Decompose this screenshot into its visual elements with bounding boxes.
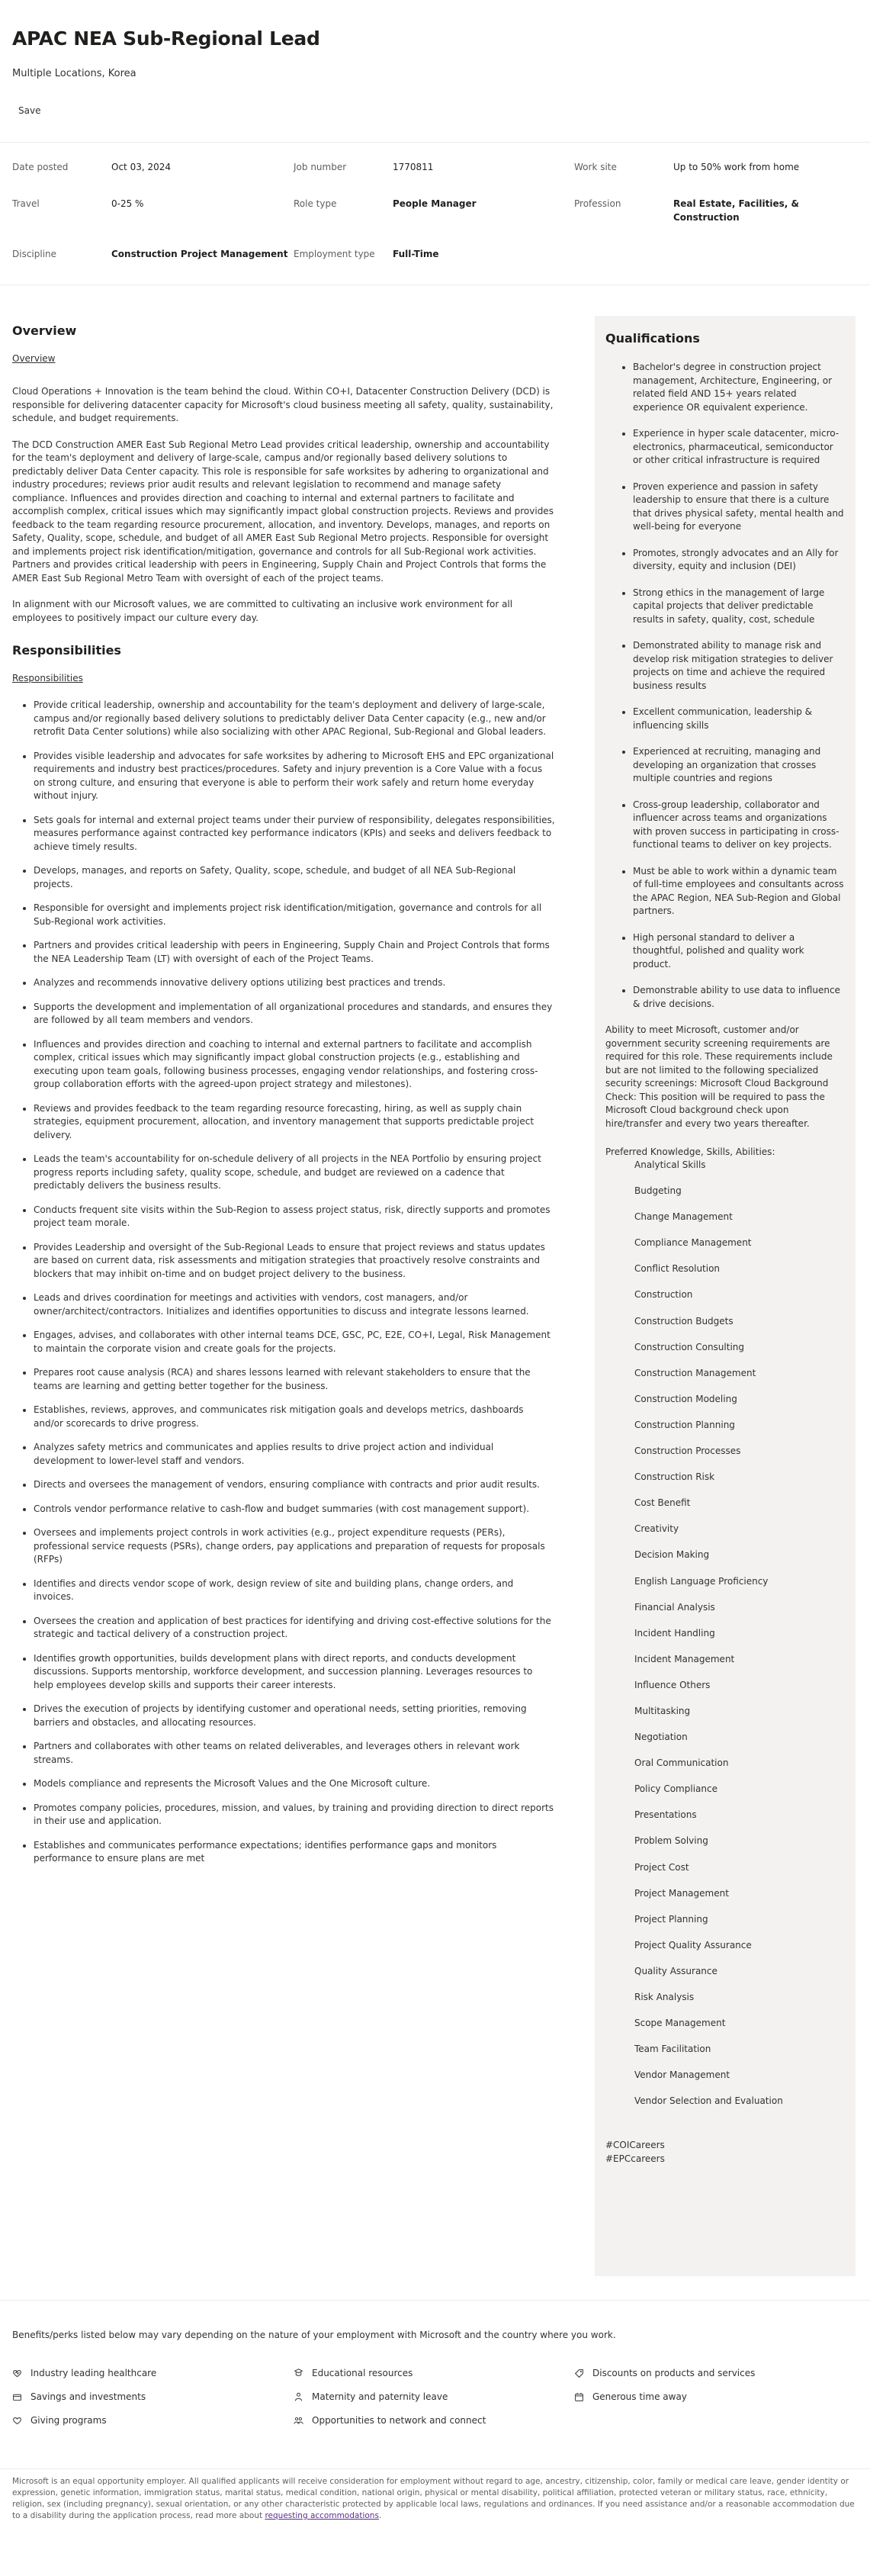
responsibility-item: • Leads and drives coordination for meetings and activities with vendors, cost managers, and/or owner/architect/contractors. Initializes and identifies opportunities to discuss and integrate lessons learned.: [34, 1291, 555, 1318]
benefit-label: Savings and investments: [30, 2391, 146, 2402]
benefit-item: [294, 2391, 448, 2402]
responsibility-item: • Oversees and implements project controls in work activities (e.g., project expenditure requests (PERs), professional service requests (PSRs), change orders, pay applications and preparation of requests for proposals (RFPs): [34, 1526, 555, 1567]
skill-item: Construction Risk: [634, 1471, 715, 1483]
skill-item: Change Management: [634, 1211, 733, 1223]
skill-item: Construction Modeling: [634, 1393, 737, 1404]
skill-item: Quality Assurance: [634, 1965, 718, 1976]
job-number-label: Job number: [294, 162, 347, 172]
preferred-skills-heading: Preferred Knowledge, Skills, Abilities:: [605, 1146, 775, 1157]
benefit-label: Discounts on products and services: [592, 2368, 756, 2378]
job-description: [12, 323, 555, 1877]
qualification-item: • Bachelor's degree in construction project management, Architecture, Engineering, or related field AND 15+ years related experience OR equivalent experience.: [633, 361, 845, 414]
benefit-item: [294, 2415, 486, 2426]
responsibility-item: • Analyzes safety metrics and communicates and applies results to drive project action and individual development to lower-level staff and vendors.: [34, 1441, 555, 1468]
overview-paragraph: Cloud Operations + Innovation is the team behind the cloud. Within CO+I, Datacenter Construction Delivery (DCD) is responsible for delivering datacenter capacity for Microsoft's cloud business meeting all safety, quality, sustainability, schedule, and budget requirements.: [12, 386, 554, 423]
responsibility-item: • Provides visible leadership and advocates for safe worksites by adhering to Microsoft EHS and EPC organizational requirements and industry best practices/procedures. Safety and injury prevention is a Core Value with a focus on strong culture, and ensuring that everyone is able to perform their work safely and return home everyday without injury.: [34, 750, 555, 803]
eeo-statement: [12, 2476, 859, 2522]
qualifications-panel: [595, 316, 856, 2276]
skill-item: Incident Management: [634, 1653, 735, 1664]
benefit-item: [574, 2391, 687, 2402]
work-site-label: Work site: [574, 162, 617, 172]
skill-item: Analytical Skills: [634, 1159, 706, 1170]
responsibility-item: • Provides Leadership and oversight of the Sub-Regional Leads to ensure that project reviews and status updates are based on current data, risk assessments and mitigation strategies that proactively resolve constraints and blockers that may inhibit on-time and on budget project delivery to the business.: [34, 1241, 555, 1282]
skill-item: Construction: [634, 1289, 693, 1301]
skill-item: Incident Handling: [634, 1627, 715, 1639]
qualification-item: • Excellent communication, leadership & influencing skills: [633, 706, 845, 732]
responsibilities-anchor-link[interactable]: Responsibilities: [12, 673, 83, 683]
responsibilities-heading: Responsibilities: [12, 643, 121, 658]
details-row: [12, 246, 859, 276]
qualification-item: • Cross-group leadership, collaborator and influencer across teams and organizations with proven success in participating in cross-functional teams to deliver on key projects.: [633, 799, 845, 852]
profession-value: Real Estate, Facilities, & Construction: [673, 198, 799, 223]
responsibility-item: • Oversees the creation and application of best practices for identifying and driving cost-effective solutions for the strategic and tactical delivery of a construction project.: [34, 1615, 555, 1642]
parental-leave-icon: [294, 2391, 307, 2402]
responsibility-item: • Sets goals for internal and external project teams under their purview of responsibility, delegates responsibilities, measures performance against contracted key performance indicators (KPIs) and seeks and delivers feedback to achieve timely results.: [34, 814, 555, 854]
responsibility-item: • Models compliance and represents the Microsoft Values and the One Microsoft culture.: [34, 1777, 555, 1791]
education-icon: [294, 2368, 307, 2378]
discount-icon: [574, 2368, 588, 2378]
benefit-label: Maternity and paternity leave: [312, 2391, 448, 2402]
discipline-value: Construction Project Management: [111, 249, 288, 259]
overview-paragraph: The DCD Construction AMER East Sub Regional Metro Lead provides critical leadership, ownership and accountability for the team's deployment and delivery of large-scale, campus and/or regionally based delivery solutions to predictably deliver Data Center capacity. This role is responsible for safe worksites by adhering to organizational and industry procedures; reviews prior audit results and relevant legislation to recommend and manage safety compliance. Influences and provides direction and coaching to internal and external partners to facilitate and accomplish complex, critical issues which may significantly impact global construction projects. Reviews and provides feedback to the team regarding resource procurement, allocation, and inventory. Develops, manages, and reports on Safety, Quality, scope, schedule, and budget of all AMER East Sub Regional Metro projects. Responsible for oversight and implements project risk identification/mitigation, governance and controls for all Sub-Regional work activities. Partners and provides critical leadership with peers in Engineering, Supply Chain and Project Controls that forms the AMER East Sub Regional Metro Team with oversight of each of the project teams.: [12, 439, 554, 584]
qualifications-list: [605, 361, 845, 1011]
benefit-item: [574, 2368, 755, 2378]
responsibility-item: • Prepares root cause analysis (RCA) and shares lessons learned with relevant stakeholders to ensure that the teams are learning and getting better together for the business.: [34, 1366, 555, 1393]
healthcare-icon: [12, 2368, 26, 2378]
job-number-value: 1770811: [393, 162, 434, 172]
benefit-item: [294, 2368, 413, 2378]
qualification-item: • Promotes, strongly advocates and an Ally for diversity, equity and inclusion (DEI): [633, 547, 845, 574]
employment-type-label: Employment type: [294, 249, 375, 259]
overview-anchor-link[interactable]: Overview: [12, 353, 56, 364]
responsibility-item: • Reviews and provides feedback to the team regarding resource forecasting, hiring, as well as supply chain strategies, equipment procurement, allocation, and inventory management that supports predictable project delivery.: [34, 1102, 555, 1143]
responsibility-item: • Analyzes and recommends innovative delivery options utilizing best practices and trends.: [34, 976, 555, 990]
eeo-period: .: [378, 2511, 382, 2520]
preferred-skills-list: [605, 1159, 845, 2108]
skill-item: Project Management: [634, 1887, 729, 1899]
time-away-icon: [574, 2391, 588, 2402]
skill-item: Policy Compliance: [634, 1783, 718, 1795]
skill-item: Project Cost: [634, 1861, 689, 1873]
overview-paragraph: In alignment with our Microsoft values, we are committed to cultivating an inclusive work environment for all employees to positively impact our culture every day.: [12, 599, 513, 623]
qualification-item: • Must be able to work within a dynamic team of full-time employees and consultants across the APAC Region, NEA Sub-Region and Global partners.: [633, 865, 845, 918]
background-check-text: Ability to meet Microsoft, customer and/or government security screening requirements are required for this role. These requirements include but are not limited to the following specialized security screenings: Microsoft Cloud Background Check: This position will be required to pass the Microsoft Cloud background check upon hire/transfer and every two years thereafter.: [605, 1024, 833, 1129]
skill-item: Team Facilitation: [634, 2044, 711, 2055]
responsibility-item: • Develops, manages, and reports on Safety, Quality, scope, schedule, and budget of all NEA Sub-Regional projects.: [34, 864, 555, 891]
travel-label: Travel: [12, 198, 40, 209]
skill-item: Construction Consulting: [634, 1341, 744, 1352]
responsibility-item: • Conducts frequent site visits within the Sub-Region to assess project status, risk, directly supports and promotes project team morale.: [34, 1204, 555, 1230]
skill-item: Vendor Management: [634, 2069, 730, 2081]
skill-item: Financial Analysis: [634, 1601, 715, 1613]
benefit-item: [12, 2391, 146, 2402]
details-row: [12, 157, 859, 195]
profession-label: Profession: [574, 198, 621, 209]
skill-item: Negotiation: [634, 1732, 688, 1743]
qualification-item: • Experience in hyper scale datacenter, micro-electronics, pharmaceutical, semiconductor or other critical infrastructure is required: [633, 427, 845, 468]
qualification-item: • Experienced at recruiting, managing and developing an organization that crosses multiple countries and regions: [633, 745, 845, 786]
accommodations-link[interactable]: requesting accommodations: [265, 2511, 379, 2520]
responsibility-item: • Partners and provides critical leadership with peers in Engineering, Supply Chain and Project Controls that forms the NEA Leadership Team (LT) with oversight of each of the Project Teams.: [34, 939, 555, 966]
skill-item: Cost Benefit: [634, 1497, 691, 1509]
qualification-item: • Demonstrated ability to manage risk and develop risk mitigation strategies to deliver projects on time and achieve the required business results: [633, 639, 845, 693]
responsibility-item: • Partners and collaborates with other teams on related deliverables, and leverages others in relevant work streams.: [34, 1740, 555, 1767]
save-button[interactable]: Save: [11, 101, 48, 121]
skill-item: Decision Making: [634, 1549, 710, 1561]
hashtags: [605, 2138, 845, 2166]
skill-item: Influence Others: [634, 1679, 711, 1690]
travel-value: 0-25 %: [111, 198, 144, 209]
responsibility-item: • Establishes and communicates performance expectations; identifies performance gaps and monitors performance to ensure plans are met: [34, 1839, 555, 1866]
eeo-text: Microsoft is an equal opportunity employer. All qualified applicants will receive consideration for employment without regard to age, ancestry, citizenship, color, family or medical care leave, gender identity or expression, genetic information, immigration status, marital status, medical condition, national origin, physical or mental disability, political affiliation, protected veteran or military status, race, ethnicity, religion, sex (including pregnancy), sexual orientation, or any other characteristic protected by applicable local laws, regulations and ordinances. If you need assistance and/or a reasonable accommodation due to a disability during the application process, read more about: [12, 2477, 855, 2520]
responsibility-item: • Controls vendor performance relative to cash-flow and budget summaries (with cost management support).: [34, 1503, 555, 1516]
job-location: Multiple Locations, Korea: [12, 68, 136, 79]
discipline-label: Discipline: [12, 249, 57, 259]
skill-item: Presentations: [634, 1809, 697, 1821]
benefit-item: [12, 2415, 107, 2426]
benefit-label: Opportunities to network and connect: [312, 2415, 486, 2426]
date-posted-label: Date posted: [12, 162, 69, 172]
responsibility-item: • Promotes company policies, procedures, mission, and values, by training and providing direction to direct reports in their use and application.: [34, 1802, 555, 1828]
skill-item: Risk Analysis: [634, 1992, 695, 2002]
skill-item: Oral Communication: [634, 1758, 729, 1769]
skill-item: Budgeting: [634, 1185, 682, 1197]
responsibility-item: • Directs and oversees the management of vendors, ensuring compliance with contracts and prior audit results.: [34, 1478, 555, 1492]
divider: [0, 2300, 870, 2301]
responsibility-item: • Establishes, reviews, approves, and communicates risk mitigation goals and develops metrics, dashboards and/or scorecards to drive progress.: [34, 1404, 555, 1430]
skill-item: Construction Processes: [634, 1446, 741, 1457]
divider: [0, 142, 870, 143]
benefit-label: Giving programs: [30, 2415, 107, 2426]
skill-item: Vendor Selection and Evaluation: [634, 2095, 783, 2107]
benefit-label: Industry leading healthcare: [30, 2368, 157, 2378]
benefit-label: Generous time away: [592, 2391, 687, 2402]
responsibility-item: • Provide critical leadership, ownership and accountability for the team's deployment and delivery of large-scale, campus and/or regionally based delivery solutions to predictably deliver Data Center capacity (e.g., new and/or retrofit Data Center solutions) while also socializing with other APAC Regional, Sub-Regional and Global leaders.: [34, 699, 555, 739]
skill-item: English Language Proficiency: [634, 1575, 769, 1587]
responsibility-item: • Engages, advises, and collaborates with other internal teams DCE, GSC, PC, E2E, CO+I, Legal, Risk Management to maintain the corporate vision and create goals for the projects.: [34, 1329, 555, 1356]
hashtag: #COICareers: [605, 2140, 665, 2151]
qualification-item: • Strong ethics in the management of large capital projects that deliver predictable results in safety, quality, cost, schedule: [633, 587, 845, 627]
benefit-label: Educational resources: [312, 2368, 413, 2378]
skill-item: Conflict Resolution: [634, 1263, 721, 1275]
responsibility-item: • Leads the team's accountability for on-schedule delivery of all projects in the NEA Portfolio by ensuring project progress reports including safety, quality scope, schedule, and budget are reviewed on a cadence that predictably delivers the business results.: [34, 1153, 555, 1193]
work-site-value: Up to 50% work from home: [673, 162, 800, 172]
skill-item: Multitasking: [634, 1705, 691, 1716]
divider: [0, 2468, 870, 2469]
qualification-item: • Demonstrable ability to use data to influence & drive decisions.: [633, 984, 845, 1011]
skill-item: Creativity: [634, 1523, 679, 1535]
job-title: APAC NEA Sub-Regional Lead: [12, 27, 320, 50]
role-type-label: Role type: [294, 198, 337, 209]
skill-item: Construction Budgets: [634, 1315, 734, 1327]
skill-item: Construction Management: [634, 1367, 756, 1378]
qualifications-heading: Qualifications: [605, 331, 700, 346]
hashtag: #EPCcareers: [605, 2153, 665, 2165]
job-details: [12, 157, 859, 276]
responsibility-item: • Identifies and directs vendor scope of work, design review of site and building plans, change orders, and invoices.: [34, 1577, 555, 1604]
benefits-intro: Benefits/perks listed below may vary depending on the nature of your employment with Microsoft and the country where you work.: [12, 2330, 616, 2340]
responsibility-item: • Influences and provides direction and coaching to internal and external partners to facilitate and accomplish complex, critical issues which may significantly impact global construction projects (e.g., establishing and executing upon team goals, following business processes, engaging vendor relationships, and fostering cross-group collaboration efforts with the agreed-upon project strategy and milestones).: [34, 1038, 555, 1092]
skill-item: Construction Planning: [634, 1419, 735, 1430]
qualification-item: • Proven experience and passion in safety leadership to ensure that there is a culture that drives physical safety, mental health and well-being for everyone: [633, 481, 845, 534]
skill-item: Problem Solving: [634, 1835, 708, 1847]
responsibility-item: • Supports the development and implementation of all organizational procedures and standards, and ensures they are followed by all team members and vendors.: [34, 1001, 555, 1028]
responsibility-item: • Identifies growth opportunities, builds development plans with direct reports, and conducts development discussions. Supports mentorship, workforce development, and succession planning. Leverages resources to help employees develop skills and supports their career interests.: [34, 1652, 555, 1693]
skill-item: Project Quality Assurance: [634, 1939, 752, 1950]
employment-type-value: Full-Time: [393, 249, 439, 259]
responsibility-item: • Drives the execution of projects by identifying customer and operational needs, setting priorities, removing barriers and obstacles, and allocating resources.: [34, 1703, 555, 1729]
benefit-item: [12, 2368, 156, 2378]
skill-item: Scope Management: [634, 2018, 726, 2029]
network-icon: [294, 2415, 307, 2426]
role-type-value: People Manager: [393, 198, 477, 209]
responsibility-item: • Responsible for oversight and implements project risk identification/mitigation, governance and controls for all Sub-Regional work activities.: [34, 902, 555, 928]
savings-icon: [12, 2391, 26, 2402]
details-row: [12, 195, 859, 246]
skill-item: Compliance Management: [634, 1237, 752, 1249]
date-posted-value: Oct 03, 2024: [111, 162, 171, 172]
giving-icon: [12, 2415, 26, 2426]
overview-heading: Overview: [12, 323, 77, 338]
responsibilities-list: [12, 699, 555, 1866]
skill-item: Project Planning: [634, 1913, 708, 1925]
qualification-item: • High personal standard to deliver a thoughtful, polished and quality work product.: [633, 931, 845, 972]
